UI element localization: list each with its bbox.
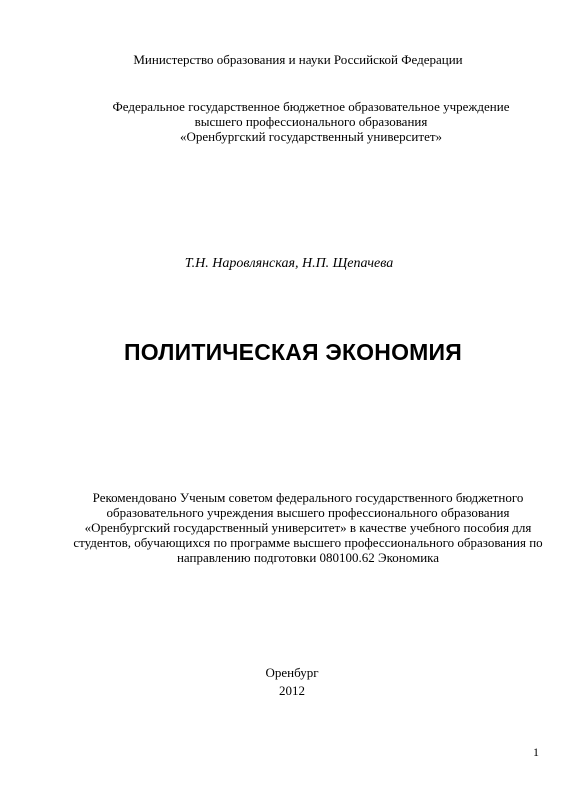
recommendation-line-5: направлению подготовки 080100.62 Экономика bbox=[176, 550, 440, 565]
publication-city: Оренбург bbox=[265, 665, 319, 680]
page-number: 1 bbox=[533, 745, 539, 759]
recommendation-line-3: «Оренбургский государственный университет» в качестве учебного пособия для bbox=[84, 520, 532, 535]
ministry-line: Министерство образования и науки Российской Федерации bbox=[133, 52, 463, 67]
publication-year: 2012 bbox=[279, 683, 305, 698]
institution-block bbox=[26, 99, 570, 144]
book-title: ПОЛИТИЧЕСКАЯ ЭКОНОМИЯ bbox=[124, 339, 462, 365]
institution-line-2: высшего профессионального образования bbox=[194, 114, 428, 129]
recommendation-block bbox=[23, 490, 570, 565]
authors: Т.Н. Наровлянская, Н.П. Щепачева bbox=[184, 256, 394, 271]
institution-line-1: Федеральное государственное бюджетное образовательное учреждение bbox=[112, 99, 510, 114]
recommendation-line-2: образовательного учреждения высшего профессионального образования bbox=[106, 505, 510, 520]
institution-line-3: «Оренбургский государственный университет» bbox=[179, 129, 443, 144]
recommendation-line-1: Рекомендовано Ученым советом федерального государственного бюджетного bbox=[92, 490, 524, 505]
recommendation-line-4: студентов, обучающихся по программе высшего профессионального образования по bbox=[73, 535, 543, 550]
